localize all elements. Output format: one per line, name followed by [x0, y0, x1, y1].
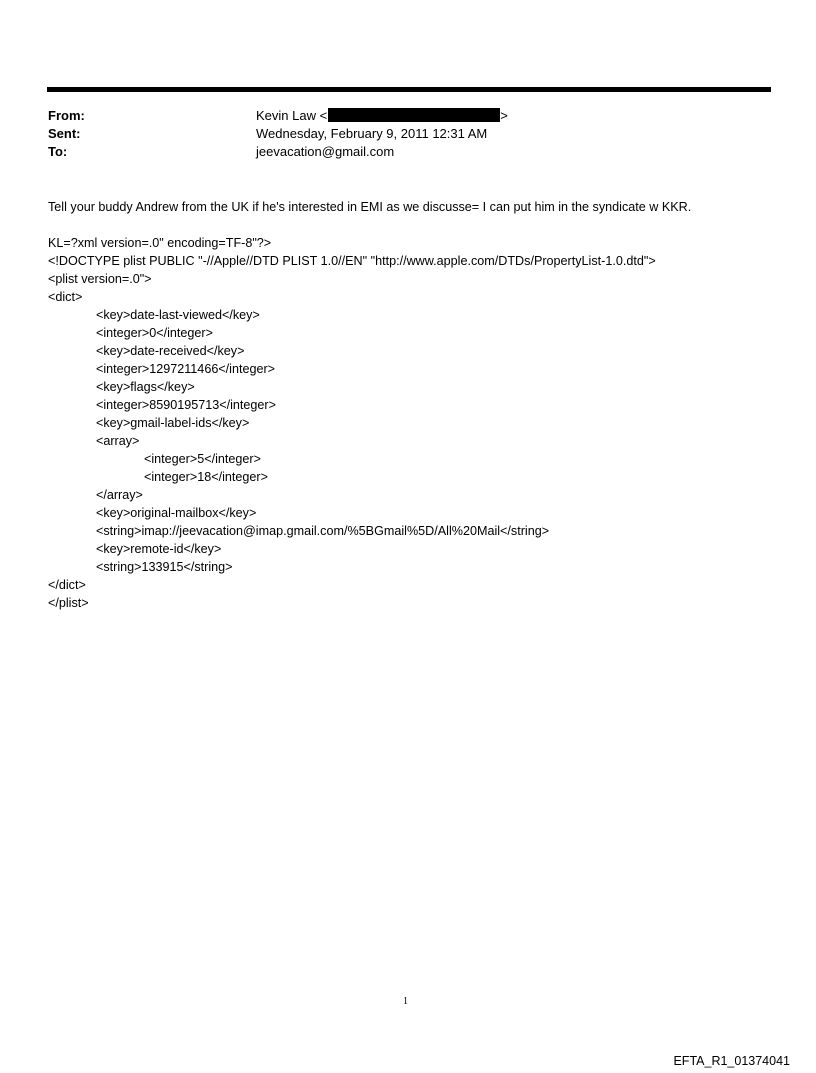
- plist-line: <integer>18</integer>: [144, 470, 268, 484]
- plist-line: <key>gmail-label-ids</key>: [96, 416, 250, 430]
- plist-line: <key>date-received</key>: [96, 344, 245, 358]
- from-value: [256, 107, 508, 125]
- plist-line: <key>remote-id</key>: [96, 542, 222, 556]
- header-divider: [47, 87, 771, 92]
- plist-line: <array>: [96, 434, 140, 448]
- plist-line: <!DOCTYPE plist PUBLIC "-//Apple//DTD PLIST 1.0//EN" "http://www.apple.com/DTDs/PropertyList-1.0.dtd">: [48, 254, 656, 268]
- plist-line: <key>original-mailbox</key>: [96, 506, 257, 520]
- plist-line: <integer>0</integer>: [96, 326, 213, 340]
- plist-line: </array>: [96, 488, 143, 502]
- plist-line: <integer>8590195713</integer>: [96, 398, 276, 412]
- document-id: EFTA_R1_01374041: [673, 1054, 790, 1068]
- plist-line: <integer>1297211466</integer>: [96, 362, 276, 376]
- to-label: To:: [48, 144, 68, 159]
- from-name: Kevin Law <: [256, 108, 328, 123]
- plist-line: <integer>5</integer>: [144, 452, 261, 466]
- redaction-box: [328, 108, 500, 122]
- message-body: Tell your buddy Andrew from the UK if he's interested in EMI as we discusse= I can put him in the syndicate w KKR.: [48, 200, 692, 214]
- plist-line: </plist>: [48, 596, 89, 610]
- from-suffix: >: [500, 108, 508, 123]
- from-label: From:: [48, 108, 85, 123]
- page-number: 1: [403, 996, 408, 1007]
- plist-line: <plist version=.0">: [48, 272, 152, 286]
- plist-line: <key>flags</key>: [96, 380, 195, 394]
- plist-line: <string>imap://jeevacation@imap.gmail.com/%5BGmail%5D/All%20Mail</string>: [96, 524, 550, 538]
- plist-line: <string>133915</string>: [96, 560, 233, 574]
- sent-label: Sent:: [48, 126, 81, 141]
- plist-line: KL=?xml version=.0" encoding=TF-8"?>: [48, 236, 272, 250]
- plist-line: <key>date-last-viewed</key>: [96, 308, 260, 322]
- to-value: jeevacation@gmail.com: [256, 144, 395, 159]
- plist-line: <dict>: [48, 290, 83, 304]
- plist-line: </dict>: [48, 578, 86, 592]
- sent-value: Wednesday, February 9, 2011 12:31 AM: [256, 126, 488, 141]
